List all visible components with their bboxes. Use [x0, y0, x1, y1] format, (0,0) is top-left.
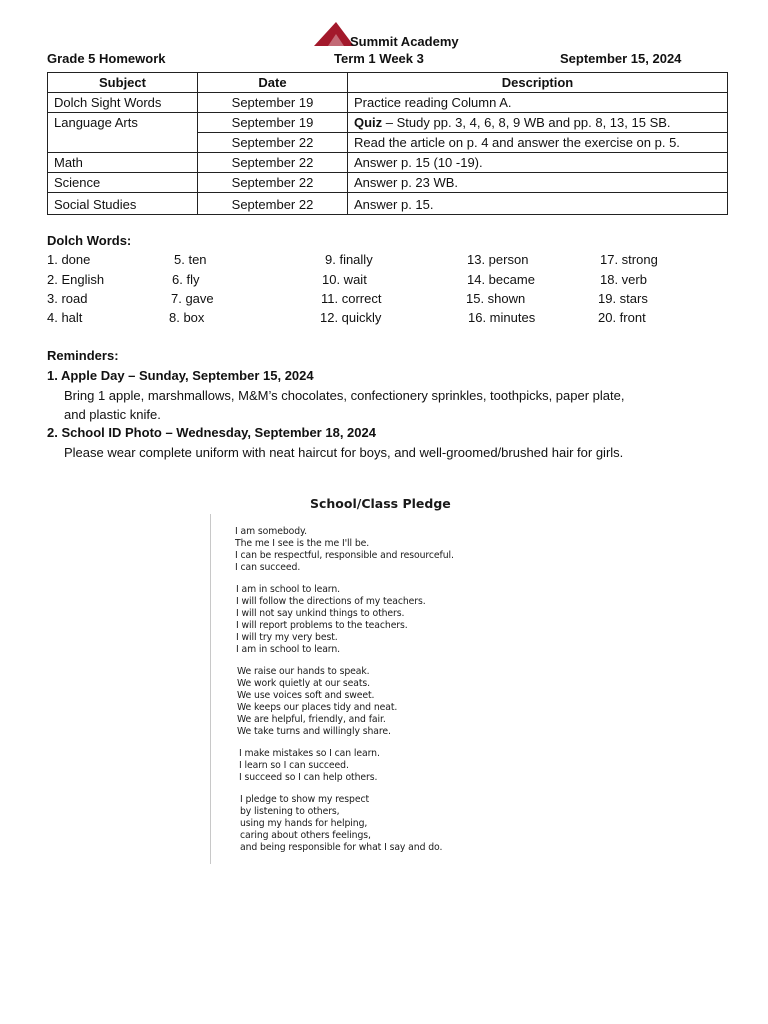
- pledge-line: I can be respectful, responsible and resourceful.: [235, 550, 454, 561]
- dolch-word: 15. shown: [466, 291, 526, 306]
- reminders-title: Reminders:: [47, 348, 119, 363]
- triangle-logo-icon: [314, 22, 354, 46]
- school-name: Summit Academy: [350, 34, 459, 49]
- pledge-line: The me I see is the me I'll be.: [235, 538, 370, 549]
- dolch-word: 6. fly: [172, 272, 200, 287]
- dolch-word: 14. became: [467, 272, 535, 287]
- pledge-line: I am somebody.: [235, 526, 307, 537]
- pledge-line: I can succeed.: [235, 562, 301, 573]
- pledge-line: We are helpful, friendly, and fair.: [237, 714, 386, 725]
- table-header-row: [48, 73, 728, 93]
- quiz-label: Quiz: [354, 115, 383, 130]
- pledge-line: using my hands for helping,: [240, 818, 368, 829]
- reminder-line: Please wear complete uniform with neat haircut for boys, and well-groomed/brushed hair for girls.: [64, 445, 624, 460]
- pledge-image: [210, 484, 510, 866]
- pledge-title: School/Class Pledge: [310, 496, 451, 511]
- dolch-word: 9. finally: [325, 252, 373, 267]
- dolch-word: 2. English: [47, 272, 105, 287]
- dolch-word: 18. verb: [600, 272, 647, 287]
- reminder-heading: 2. School ID Photo – Wednesday, September 18, 2024: [47, 425, 376, 440]
- pledge-line: I will not say unkind things to others.: [236, 608, 405, 619]
- date-cell: September 22: [198, 153, 348, 173]
- dolch-word: 3. road: [47, 291, 88, 306]
- pledge-line: We raise our hands to speak.: [237, 666, 370, 677]
- pledge-line: I succeed so I can help others.: [239, 772, 378, 783]
- dolch-word: 17. strong: [600, 252, 658, 267]
- reminder-line: Bring 1 apple, marshmallows, M&M’s chocolates, confectionery sprinkles, toothpicks, paper plate,: [64, 388, 625, 403]
- scan-edge-divider: [210, 514, 211, 864]
- dolch-word: 1. done: [47, 252, 91, 267]
- pledge-line: We use voices soft and sweet.: [237, 690, 375, 701]
- dolch-word: 16. minutes: [468, 310, 536, 325]
- subject-cell: Language Arts: [48, 113, 198, 133]
- dolch-word: 12. quickly: [320, 310, 382, 325]
- description-cell: [348, 113, 728, 133]
- dolch-word: 8. box: [169, 310, 205, 325]
- dolch-word: 20. front: [598, 310, 646, 325]
- table-row: [48, 153, 728, 173]
- homework-table: [47, 72, 728, 215]
- date-cell: September 19: [198, 93, 348, 113]
- subject-cell: Math: [48, 153, 198, 173]
- column-header-date: Date: [198, 73, 348, 93]
- dolch-word: 5. ten: [174, 252, 207, 267]
- pledge-line: and being responsible for what I say and do.: [240, 842, 443, 853]
- term-label: Term 1 Week 3: [334, 51, 424, 66]
- pledge-line: I will follow the directions of my teachers.: [236, 596, 426, 607]
- description-cell: Read the article on p. 4 and answer the exercise on p. 5.: [348, 133, 728, 153]
- table-row: [48, 133, 728, 153]
- pledge-line: by listening to others,: [240, 806, 340, 817]
- description-cell: Answer p. 15.: [348, 193, 728, 215]
- table-row: [48, 173, 728, 193]
- pledge-line: We keeps our places tidy and neat.: [237, 702, 398, 713]
- date-cell: September 22: [198, 193, 348, 215]
- reminder-line: and plastic knife.: [64, 407, 161, 422]
- dolch-word: 7. gave: [171, 291, 214, 306]
- table-row: [48, 193, 728, 215]
- pledge-line: I am in school to learn.: [236, 644, 340, 655]
- subject-cell: Dolch Sight Words: [48, 93, 198, 113]
- dolch-word: 11. correct: [321, 291, 382, 306]
- pledge-line: I will try my very best.: [236, 632, 338, 643]
- date-cell: September 22: [198, 173, 348, 193]
- subject-cell: Social Studies: [48, 193, 198, 215]
- pledge-line: We work quietly at our seats.: [237, 678, 371, 689]
- reminder-heading: 1. Apple Day – Sunday, September 15, 2024: [47, 368, 314, 383]
- dolch-word: 10. wait: [322, 272, 367, 287]
- grade-label: Grade 5 Homework: [47, 51, 166, 66]
- document-date: September 15, 2024: [560, 51, 682, 66]
- subject-cell: [48, 133, 198, 153]
- description-cell: Answer p. 23 WB.: [348, 173, 728, 193]
- pledge-line: I will report problems to the teachers.: [236, 620, 408, 631]
- table-row: [48, 93, 728, 113]
- dolch-word: 13. person: [467, 252, 529, 267]
- column-header-subject: Subject: [48, 73, 198, 93]
- description-text: – Study pp. 3, 4, 6, 8, 9 WB and pp. 8, 13, 15 SB.: [382, 115, 671, 130]
- pledge-line: I make mistakes so I can learn.: [239, 748, 380, 759]
- pledge-line: I learn so I can succeed.: [239, 760, 349, 771]
- pledge-line: I am in school to learn.: [236, 584, 340, 595]
- dolch-word: 4. halt: [47, 310, 83, 325]
- reminder-body: [64, 443, 704, 462]
- date-cell: September 19: [198, 113, 348, 133]
- pledge-line: caring about others feelings,: [240, 830, 371, 841]
- pledge-line: I pledge to show my respect: [240, 794, 370, 805]
- description-cell: Practice reading Column A.: [348, 93, 728, 113]
- subject-cell: Science: [48, 173, 198, 193]
- dolch-words-title: Dolch Words:: [47, 233, 132, 248]
- table-row: [48, 113, 728, 133]
- dolch-word: 19. stars: [598, 291, 648, 306]
- date-cell: September 22: [198, 133, 348, 153]
- description-cell: Answer p. 15 (10 -19).: [348, 153, 728, 173]
- reminder-body: [64, 386, 704, 424]
- pledge-line: We take turns and willingly share.: [237, 726, 391, 737]
- column-header-description: Description: [348, 73, 728, 93]
